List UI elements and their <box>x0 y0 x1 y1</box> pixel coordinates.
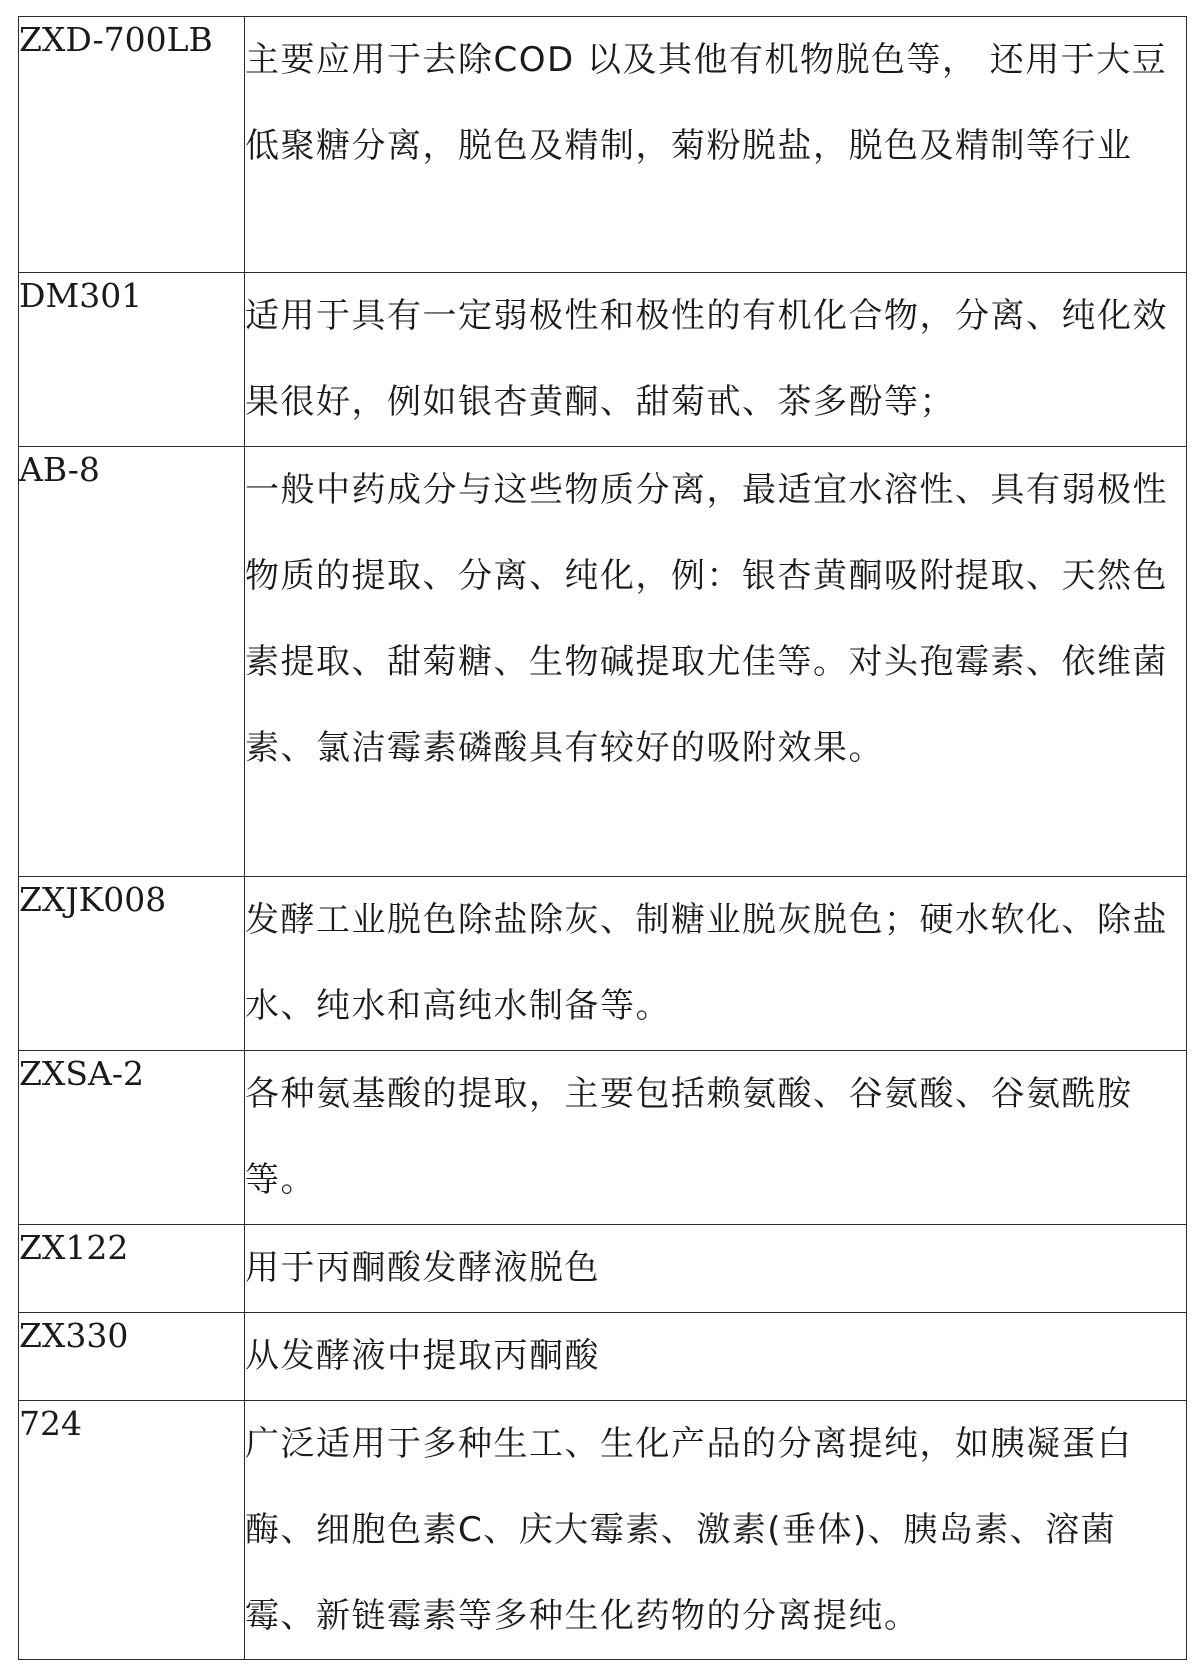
product-code-cell: 724 <box>19 1401 245 1660</box>
application-description-cell: 主要应用于去除COD 以及其他有机物脱色等， 还用于大豆低聚糖分离，脱色及精制，菊粉脱盐，脱色及精制等行业 <box>245 17 1187 273</box>
table-row <box>19 1225 1187 1313</box>
table-row <box>19 447 1187 877</box>
product-code-cell: AB-8 <box>19 447 245 877</box>
product-code-cell: ZXD-700LB <box>19 17 245 273</box>
table-row <box>19 273 1187 447</box>
application-description-cell: 适用于具有一定弱极性和极性的有机化合物，分离、纯化效果很好，例如银杏黄酮、甜菊甙、茶多酚等； <box>245 273 1187 447</box>
application-description-cell: 用于丙酮酸发酵液脱色 <box>245 1225 1187 1313</box>
product-code-cell: ZXSA-2 <box>19 1051 245 1225</box>
application-description-cell: 发酵工业脱色除盐除灰、制糖业脱灰脱色；硬水软化、除盐水、纯水和高纯水制备等。 <box>245 877 1187 1051</box>
application-description-cell: 一般中药成分与这些物质分离，最适宜水溶性、具有弱极性物质的提取、分离、纯化，例：银杏黄酮吸附提取、天然色素提取、甜菊糖、生物碱提取尤佳等。对头孢霉素、依维菌素、氯洁霉素磷酸具有较好的吸附效果。 <box>245 447 1187 877</box>
product-code-cell: ZX330 <box>19 1313 245 1401</box>
application-description-cell: 各种氨基酸的提取，主要包括赖氨酸、谷氨酸、谷氨酰胺等。 <box>245 1051 1187 1225</box>
table-row <box>19 877 1187 1051</box>
table-row <box>19 1401 1187 1660</box>
product-code-cell: DM301 <box>19 273 245 447</box>
application-description-cell: 广泛适用于多种生工、生化产品的分离提纯，如胰凝蛋白酶、细胞色素C、庆大霉素、激素(垂体)、胰岛素、溶菌霉、新链霉素等多种生化药物的分离提纯。 <box>245 1401 1187 1660</box>
resin-application-table <box>18 16 1187 1660</box>
product-code-cell: ZX122 <box>19 1225 245 1313</box>
table-row <box>19 1313 1187 1401</box>
application-description-cell: 从发酵液中提取丙酮酸 <box>245 1313 1187 1401</box>
table-row <box>19 1051 1187 1225</box>
product-code-cell: ZXJK008 <box>19 877 245 1051</box>
table-row <box>19 17 1187 273</box>
